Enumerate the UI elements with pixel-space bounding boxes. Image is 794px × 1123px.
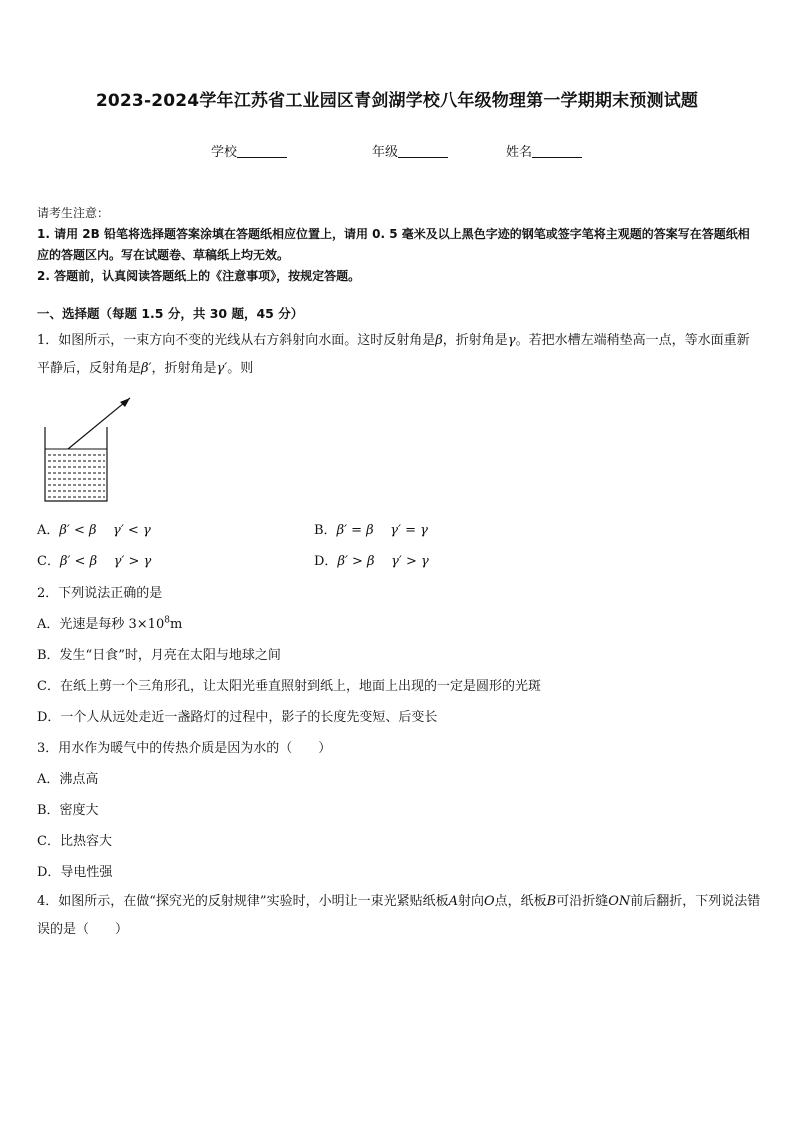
q4-text-a: 4．如图所示，在做“探究光的反射规律”实验时，小明让一束光紧贴纸板 <box>37 894 449 909</box>
q1-option-a-letter: A． <box>37 523 60 538</box>
q1-option-c[interactable] <box>37 550 151 569</box>
notice-block <box>37 203 761 287</box>
q4-text-e: 前后翻折，下列说法错误的是（ ） <box>37 894 761 937</box>
q2-option-a-text: A．光速是每秒 3×10 <box>37 617 165 632</box>
q1-option-d-expr: β′ > β γ′ > γ <box>337 554 429 569</box>
question-1-stem <box>37 327 761 383</box>
q1-option-d[interactable] <box>314 550 429 569</box>
light-ray-arrow-icon <box>68 398 130 449</box>
q4-text-b: 射向 <box>457 894 484 909</box>
notice-heading: 请考生注意： <box>37 206 110 220</box>
q1-text-a: 1．如图所示，一束方向不变的光线从右方斜射向水面。这时反射角是 <box>37 333 436 348</box>
q2-option-c[interactable]: C．在纸上剪一个三角形孔，让太阳光垂直照射到纸上，地面上出现的一定是圆形的光斑 <box>37 679 541 694</box>
q3-option-c[interactable]: C．比热容大 <box>37 834 112 849</box>
grade-field[interactable] <box>372 141 448 160</box>
question-2-stem: 2．下列说法正确的是 <box>37 586 163 601</box>
q1-option-c-expr: β′ < β γ′ > γ <box>59 554 152 569</box>
q3-option-b[interactable]: B．密度大 <box>37 803 99 818</box>
notice-item-2: 2. 答题前，认真阅读答题纸上的《注意事项》，按规定答题。 <box>37 269 361 283</box>
notice-item-1: 1. 请用 2B 铅笔将选择题答案涂填在答题纸相应位置上，请用 0. 5 毫米及以上黑色字迹的钢笔或签字笔将主观题的答案写在答题纸相应的答题区内。写在试题卷、草稿纸上均无效。 <box>37 227 750 262</box>
water-surface-hatching <box>45 449 107 497</box>
q2-option-b[interactable]: B．发生“日食”时，月亮在太阳与地球之间 <box>37 648 281 663</box>
q1-option-b-letter: B． <box>314 523 337 538</box>
q1-option-a[interactable] <box>37 519 151 538</box>
school-label: 学校 <box>211 145 238 160</box>
q1-option-b[interactable] <box>314 519 428 538</box>
q1-gamma-prime: γ′ <box>216 361 228 376</box>
q1-option-c-letter: C． <box>37 554 60 569</box>
name-field[interactable] <box>506 141 582 160</box>
question-4-stem <box>37 888 761 944</box>
q1-text-b: ，折射角是 <box>442 333 508 348</box>
school-blank[interactable] <box>237 145 287 158</box>
q1-text-e: 。则 <box>227 361 254 376</box>
water-tank-figure <box>40 393 140 505</box>
q2-option-a-sup: 8 <box>164 615 170 626</box>
grade-label: 年级 <box>372 145 399 160</box>
q1-beta: β <box>435 333 443 348</box>
q4-fold-on: ON <box>608 894 631 909</box>
q1-gamma: γ <box>507 333 516 348</box>
exam-title: 2023-2024学年江苏省工业园区青剑湖学校八年级物理第一学期期末预测试题 <box>95 91 699 111</box>
q3-option-d[interactable]: D．导电性强 <box>37 865 113 880</box>
school-field[interactable] <box>211 141 287 160</box>
q1-text-d: ，折射角是 <box>151 361 217 376</box>
tank-icon <box>45 427 107 501</box>
q4-point-o: O <box>483 894 495 909</box>
grade-blank[interactable] <box>398 145 448 158</box>
name-label: 姓名 <box>506 145 533 160</box>
q4-text-d: 可沿折缝 <box>556 894 609 909</box>
q1-option-a-expr: β′ < β γ′ < γ <box>59 523 151 538</box>
section-heading: 一、选择题（每题 1.5 分，共 30 题，45 分） <box>37 306 304 321</box>
q2-option-d[interactable]: D．一个人从远处走近一盏路灯的过程中，影子的长度先变短、后变长 <box>37 710 438 725</box>
question-3-stem: 3．用水作为暖气中的传热介质是因为水的（ ） <box>37 741 332 756</box>
name-blank[interactable] <box>532 145 582 158</box>
q2-option-a-unit: m <box>169 617 183 632</box>
q1-option-d-letter: D． <box>314 554 338 569</box>
q1-text-c: 。若把水槽左端稍垫高一点，等水面重新平静后，反射角是 <box>37 333 750 376</box>
q4-board-a: A <box>448 894 458 909</box>
q1-option-b-expr: β′ = β γ′ = γ <box>336 523 428 538</box>
q3-option-a[interactable]: A．沸点高 <box>37 772 99 787</box>
q4-text-c: 点，纸板 <box>494 894 547 909</box>
q1-beta-prime: β′ <box>141 361 152 376</box>
q4-board-b: B <box>546 894 557 909</box>
q2-option-a[interactable] <box>37 613 182 632</box>
